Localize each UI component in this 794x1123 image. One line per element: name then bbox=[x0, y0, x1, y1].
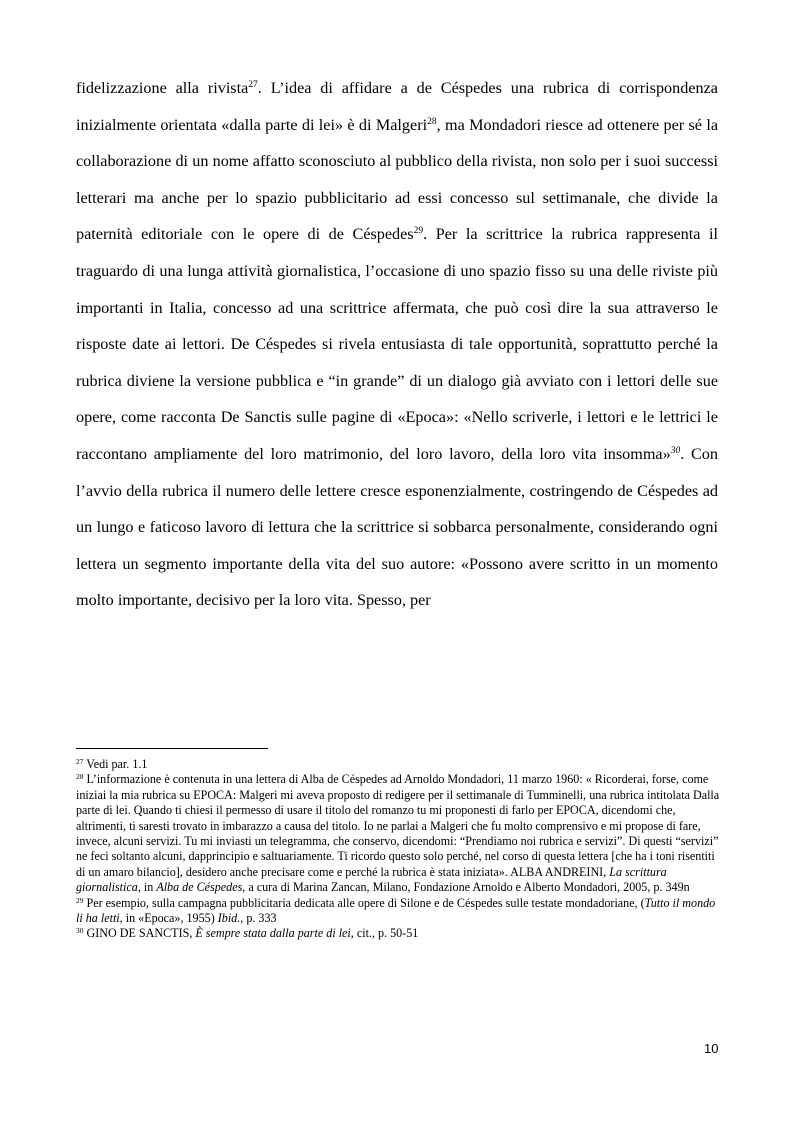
footnote-number: 28 bbox=[76, 772, 84, 782]
footnote-text: , p. 333 bbox=[240, 911, 277, 926]
footnote-title: Alba de Céspedes bbox=[156, 880, 243, 895]
footnote-text: GINO DE SANCTIS, bbox=[83, 926, 196, 941]
footnote-number: 27 bbox=[76, 757, 84, 766]
footnote-number: 29 bbox=[76, 895, 84, 905]
footnote-text: Per esempio, sulla campagna pubblicitaria dedicata alle opere di Silone e de Céspedes sulle testate mondadoriane, ( bbox=[83, 895, 645, 910]
footnote-28 bbox=[76, 772, 720, 895]
footnote-text: , a cura di Marina Zancan, Milano, Fondazione Arnoldo e Alberto Mondadori, 2005, p. 349n bbox=[242, 880, 690, 895]
footnote-separator bbox=[76, 748, 268, 749]
footnote-title: È sempre stata dalla parte di lei bbox=[195, 926, 351, 941]
footnote-29 bbox=[76, 896, 720, 927]
footnote-text: L’informazione è contenuta in una lettera di Alba de Céspedes ad Arnoldo Mondadori, 11 marzo 1960: « Ricorderai, forse, come iniziai la mia rubrica su EPOCA: Malgeri mi aveva proposto di redigere per il settimanale di Tumminelli, una rubrica intitolata Dalla parte di lei. Quando ti chiesi il permesso di usare il titolo del romanzo tu mi proponesti di farlo per EPOCA, dicendomi che, altrimenti, ti saresti trovato in imbarazzo a causa del titolo. Io ne parlai a Malgeri che fu molto comprensivo e mi propose di fare, invece, alcuni servizi. Tu mi inviasti un telegramma, che conservo, dicendomi: “Prendiamo noi rubrica e servizi”. Di questi “servizi” ne feci soltanto alcuni, dapprincipio e saltuariamente. Ti ricordo questo solo perché, nel corso di questa lettera [che ha i toni risentiti di un amaro bilancio], desidero anche precisare come e perché la rubrica è stata iniziata». ALBA ANDREINI, bbox=[76, 772, 720, 879]
footnote-text: , in bbox=[137, 880, 157, 895]
footnote-ref-30[interactable]: 30 bbox=[670, 445, 681, 456]
footnote-27 bbox=[76, 757, 720, 772]
page-number: 10 bbox=[704, 1041, 719, 1056]
footnote-ref-27[interactable]: 27 bbox=[248, 80, 258, 90]
footnote-number: 30 bbox=[76, 926, 84, 936]
footnote-text: , cit., p. 50-51 bbox=[350, 926, 419, 941]
footnote-title: Ibid. bbox=[217, 911, 241, 926]
body-text-segment: fidelizzazione alla rivista bbox=[76, 79, 249, 97]
footnote-30 bbox=[76, 926, 720, 941]
body-paragraph bbox=[76, 70, 718, 619]
footnote-ref-29[interactable]: 29 bbox=[413, 226, 424, 237]
footnotes bbox=[76, 757, 720, 942]
footnote-text: Vedi par. 1.1 bbox=[83, 757, 148, 771]
body-text-segment: . L’idea di affidare a de Céspedes una rubrica di corrispondenza inizialmente orientata «dalla parte di lei» è di Malgeri bbox=[76, 79, 718, 134]
body-text-segment: . Con l’avvio della rubrica il numero delle lettere cresce esponenzialmente, costringendo de Céspedes ad un lungo e faticoso lavoro di lettura che la scrittrice si sobbarca personalmente, considerando ogni lettera un segmento importante della vita del suo autore: «Possono avere scritto in un momento molto importante, decisivo per la loro vita. Spesso, per bbox=[76, 444, 718, 610]
footnote-ref-28[interactable]: 28 bbox=[427, 116, 437, 127]
body-text-segment: , ma Mondadori riesce ad ottenere per sé la collaborazione di un nome affatto sconosciuto al pubblico della rivista, non solo per i suoi successi letterari ma anche per lo spazio pubblicitario ad essi concesso sul settimanale, che divide la paternità editoriale con le opere di de Céspedes bbox=[76, 115, 718, 244]
body-text-segment: . Per la scrittrice la rubrica rappresenta il traguardo di una lunga attività giornalistica, l’occasione di uno spazio fisso su una delle riviste più importanti in Italia, concesso ad una scrittrice affermata, che può così dire la sua attraverso le risposte date ai lettori. De Céspedes si rivela entusiasta di tale opportunità, soprattutto perché la rubrica diviene la versione pubblica e “in grande” di un dialogo già avviato con i lettori delle sue opere, come racconta De Sanctis sulle pagine di «Epoca»: «Nello scriverle, i lettori e le lettrici le raccontano ampliamente del loro matrimonio, del loro lavoro, della loro vita insomma» bbox=[76, 225, 718, 463]
footnote-text: , in «Epoca», 1955) bbox=[119, 911, 218, 926]
footnote-title: Tutto il mondo li ha letti bbox=[76, 895, 716, 926]
footnote-title: La scrittura giornalistica bbox=[76, 864, 667, 895]
